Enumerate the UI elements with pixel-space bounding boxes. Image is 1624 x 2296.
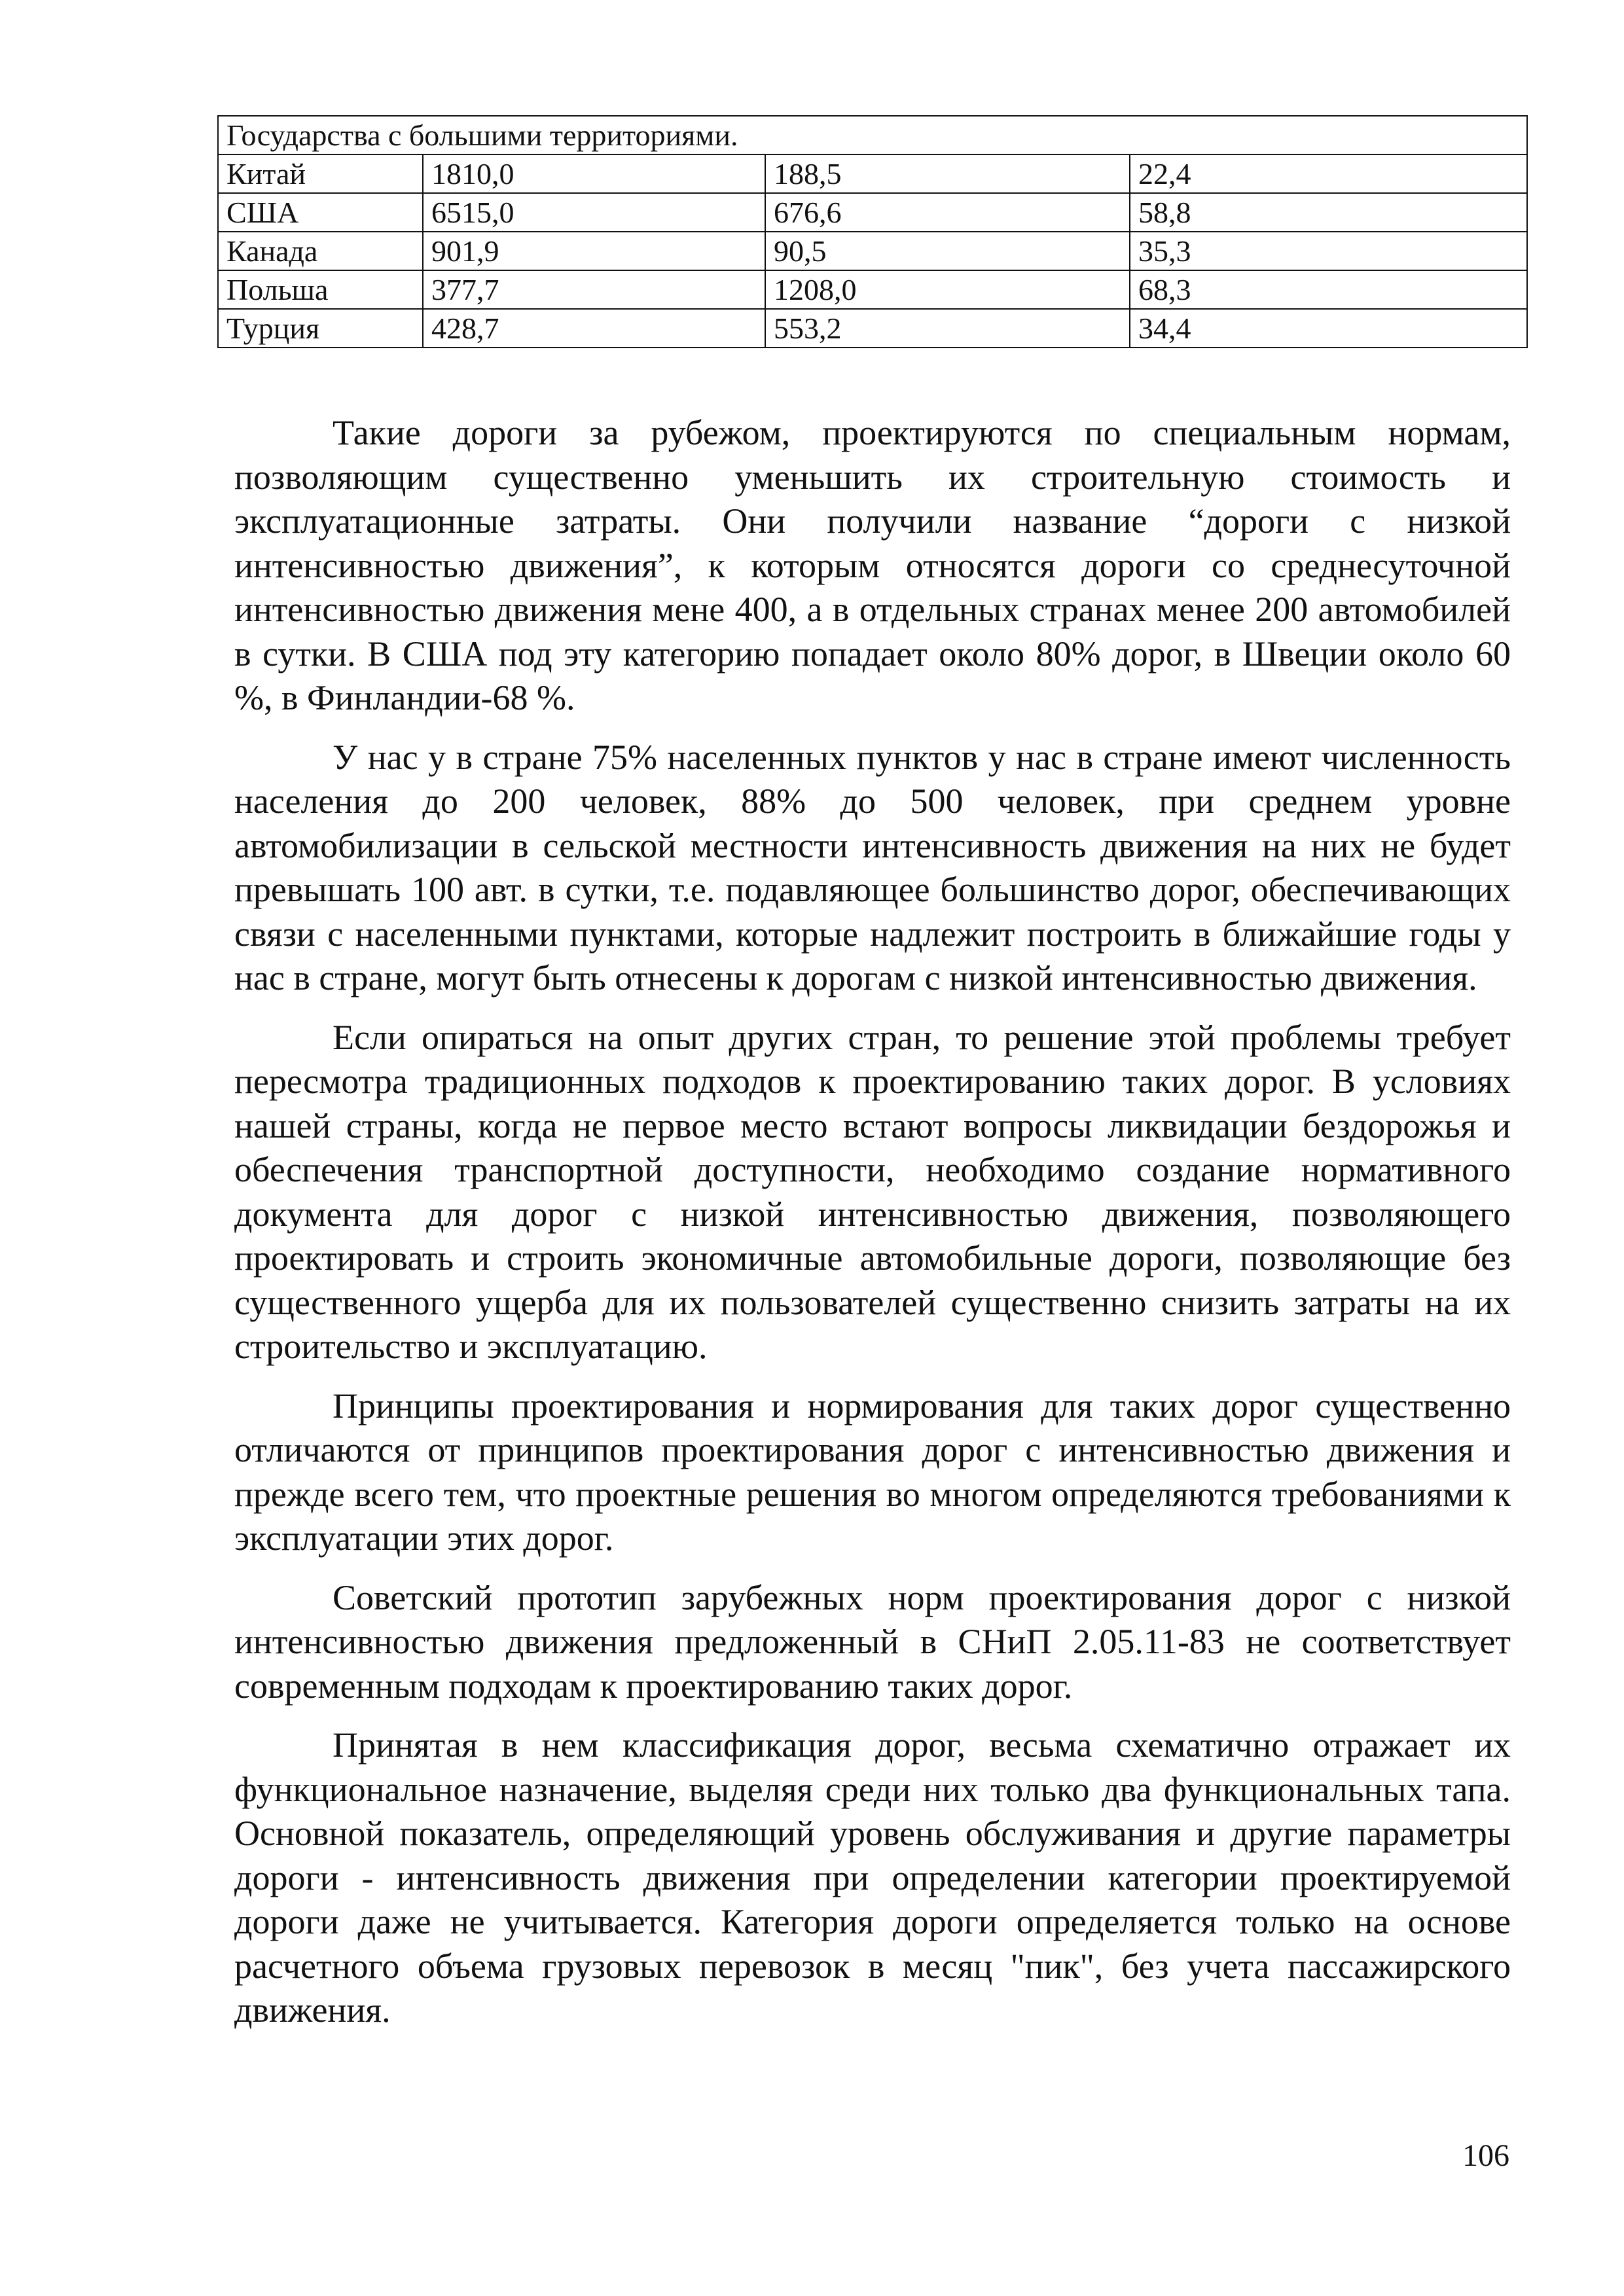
table-cell: 34,4: [1130, 309, 1527, 348]
table-row: [218, 309, 1527, 348]
paragraph: У нас у в стране 75% населенных пунктов у нас в стране имеют численность населения до 200 человек, 88% до 500 человек, при среднем уровне автомобилизации в сельской местности интенсивность движения на них не будет превышать 100 авт. в сутки, т.е. подавляющее большинство дорог, обеспечивающих связи с населенными пунктами, которые надлежит построить в ближайшие годы у нас в стране, могут быть отнесены к дорогам с низкой интенсивностью движения.: [234, 737, 1511, 997]
table-cell: США: [218, 193, 423, 232]
paragraph: Советский прототип зарубежных норм проектирования дорог с низкой интенсивностью движения предложенный в СНиП 2.05.11-83 не соответствует современным подходам к проектированию таких дорог.: [234, 1577, 1511, 1706]
paragraph: Такие дороги за рубежом, проектируются по специальным нормам, позволяющим существенно уменьшить их строительную стоимость и эксплуатационные затраты. Они получили название “дороги с низкой интенсивностью движения”, к которым относятся дороги со среднесуточной интенсивностью движения мене 400, а в отдельных странах менее 200 автомобилей в сутки. В США под эту категорию попадает около 80% дорог, в Швеции около 60 %, в Финландии-68 %.: [234, 413, 1511, 717]
paragraph: Принятая в нем классификация дорог, весьма схематично отражает их функциональное назначение, выделяя среди них только два функциональных тапа. Основной показатель, определяющий уровень обслуживания и другие параметры дороги - интенсивность движения при определении категории проектируемой дороги даже не учитывается. Категория дороги определяется только на основе расчетного объема грузовых перевозок в месяц "пик", без учета пассажирского движения.: [234, 1725, 1511, 2030]
table-cell: 553,2: [765, 309, 1130, 348]
table-cell: Турция: [218, 309, 423, 348]
table-cell: 428,7: [423, 309, 765, 348]
table-cell: Канада: [218, 232, 423, 270]
table-cell: 68,3: [1130, 270, 1527, 309]
table-cell: 6515,0: [423, 193, 765, 232]
body-text: [234, 411, 1511, 2048]
paragraph: Принципы проектирования и нормирования для таких дорог существенно отличаются от принципов проектирования дорог с интенсивностью движения и прежде всего тем, что проектные решения во многом определяются требованиями к эксплуатации этих дорог.: [234, 1386, 1511, 1558]
table-caption-row: [218, 116, 1527, 154]
table-cell: 22,4: [1130, 154, 1527, 193]
table-cell: Китай: [218, 154, 423, 193]
territory-data-table: [217, 115, 1528, 348]
table-row: [218, 193, 1527, 232]
table-cell: 35,3: [1130, 232, 1527, 270]
table-row: [218, 232, 1527, 270]
table-cell: 58,8: [1130, 193, 1527, 232]
paragraph: Если опираться на опыт других стран, то решение этой проблемы требует пересмотра традиционных подходов к проектированию таких дорог. В условиях нашей страны, когда не первое место встают вопросы ликвидации бездорожья и обеспечения транспортной доступности, необходимо создание нормативного документа для дорог с низкой интенсивностью движения, позволяющего проектировать и строить экономичные автомобильные дороги, позволяющие без существенного ущерба для их пользователей существенно снизить затраты на их строительство и эксплуатацию.: [234, 1017, 1511, 1366]
table-caption: Государства с большими территориями.: [218, 116, 1527, 154]
table-cell: Польша: [218, 270, 423, 309]
table-row: [218, 270, 1527, 309]
table-cell: 90,5: [765, 232, 1130, 270]
table-cell: 676,6: [765, 193, 1130, 232]
table-cell: 1208,0: [765, 270, 1130, 309]
table-cell: 377,7: [423, 270, 765, 309]
table-cell: 1810,0: [423, 154, 765, 193]
page-number: 106: [1462, 2138, 1509, 2173]
table-row: [218, 154, 1527, 193]
table-cell: 901,9: [423, 232, 765, 270]
table-cell: 188,5: [765, 154, 1130, 193]
